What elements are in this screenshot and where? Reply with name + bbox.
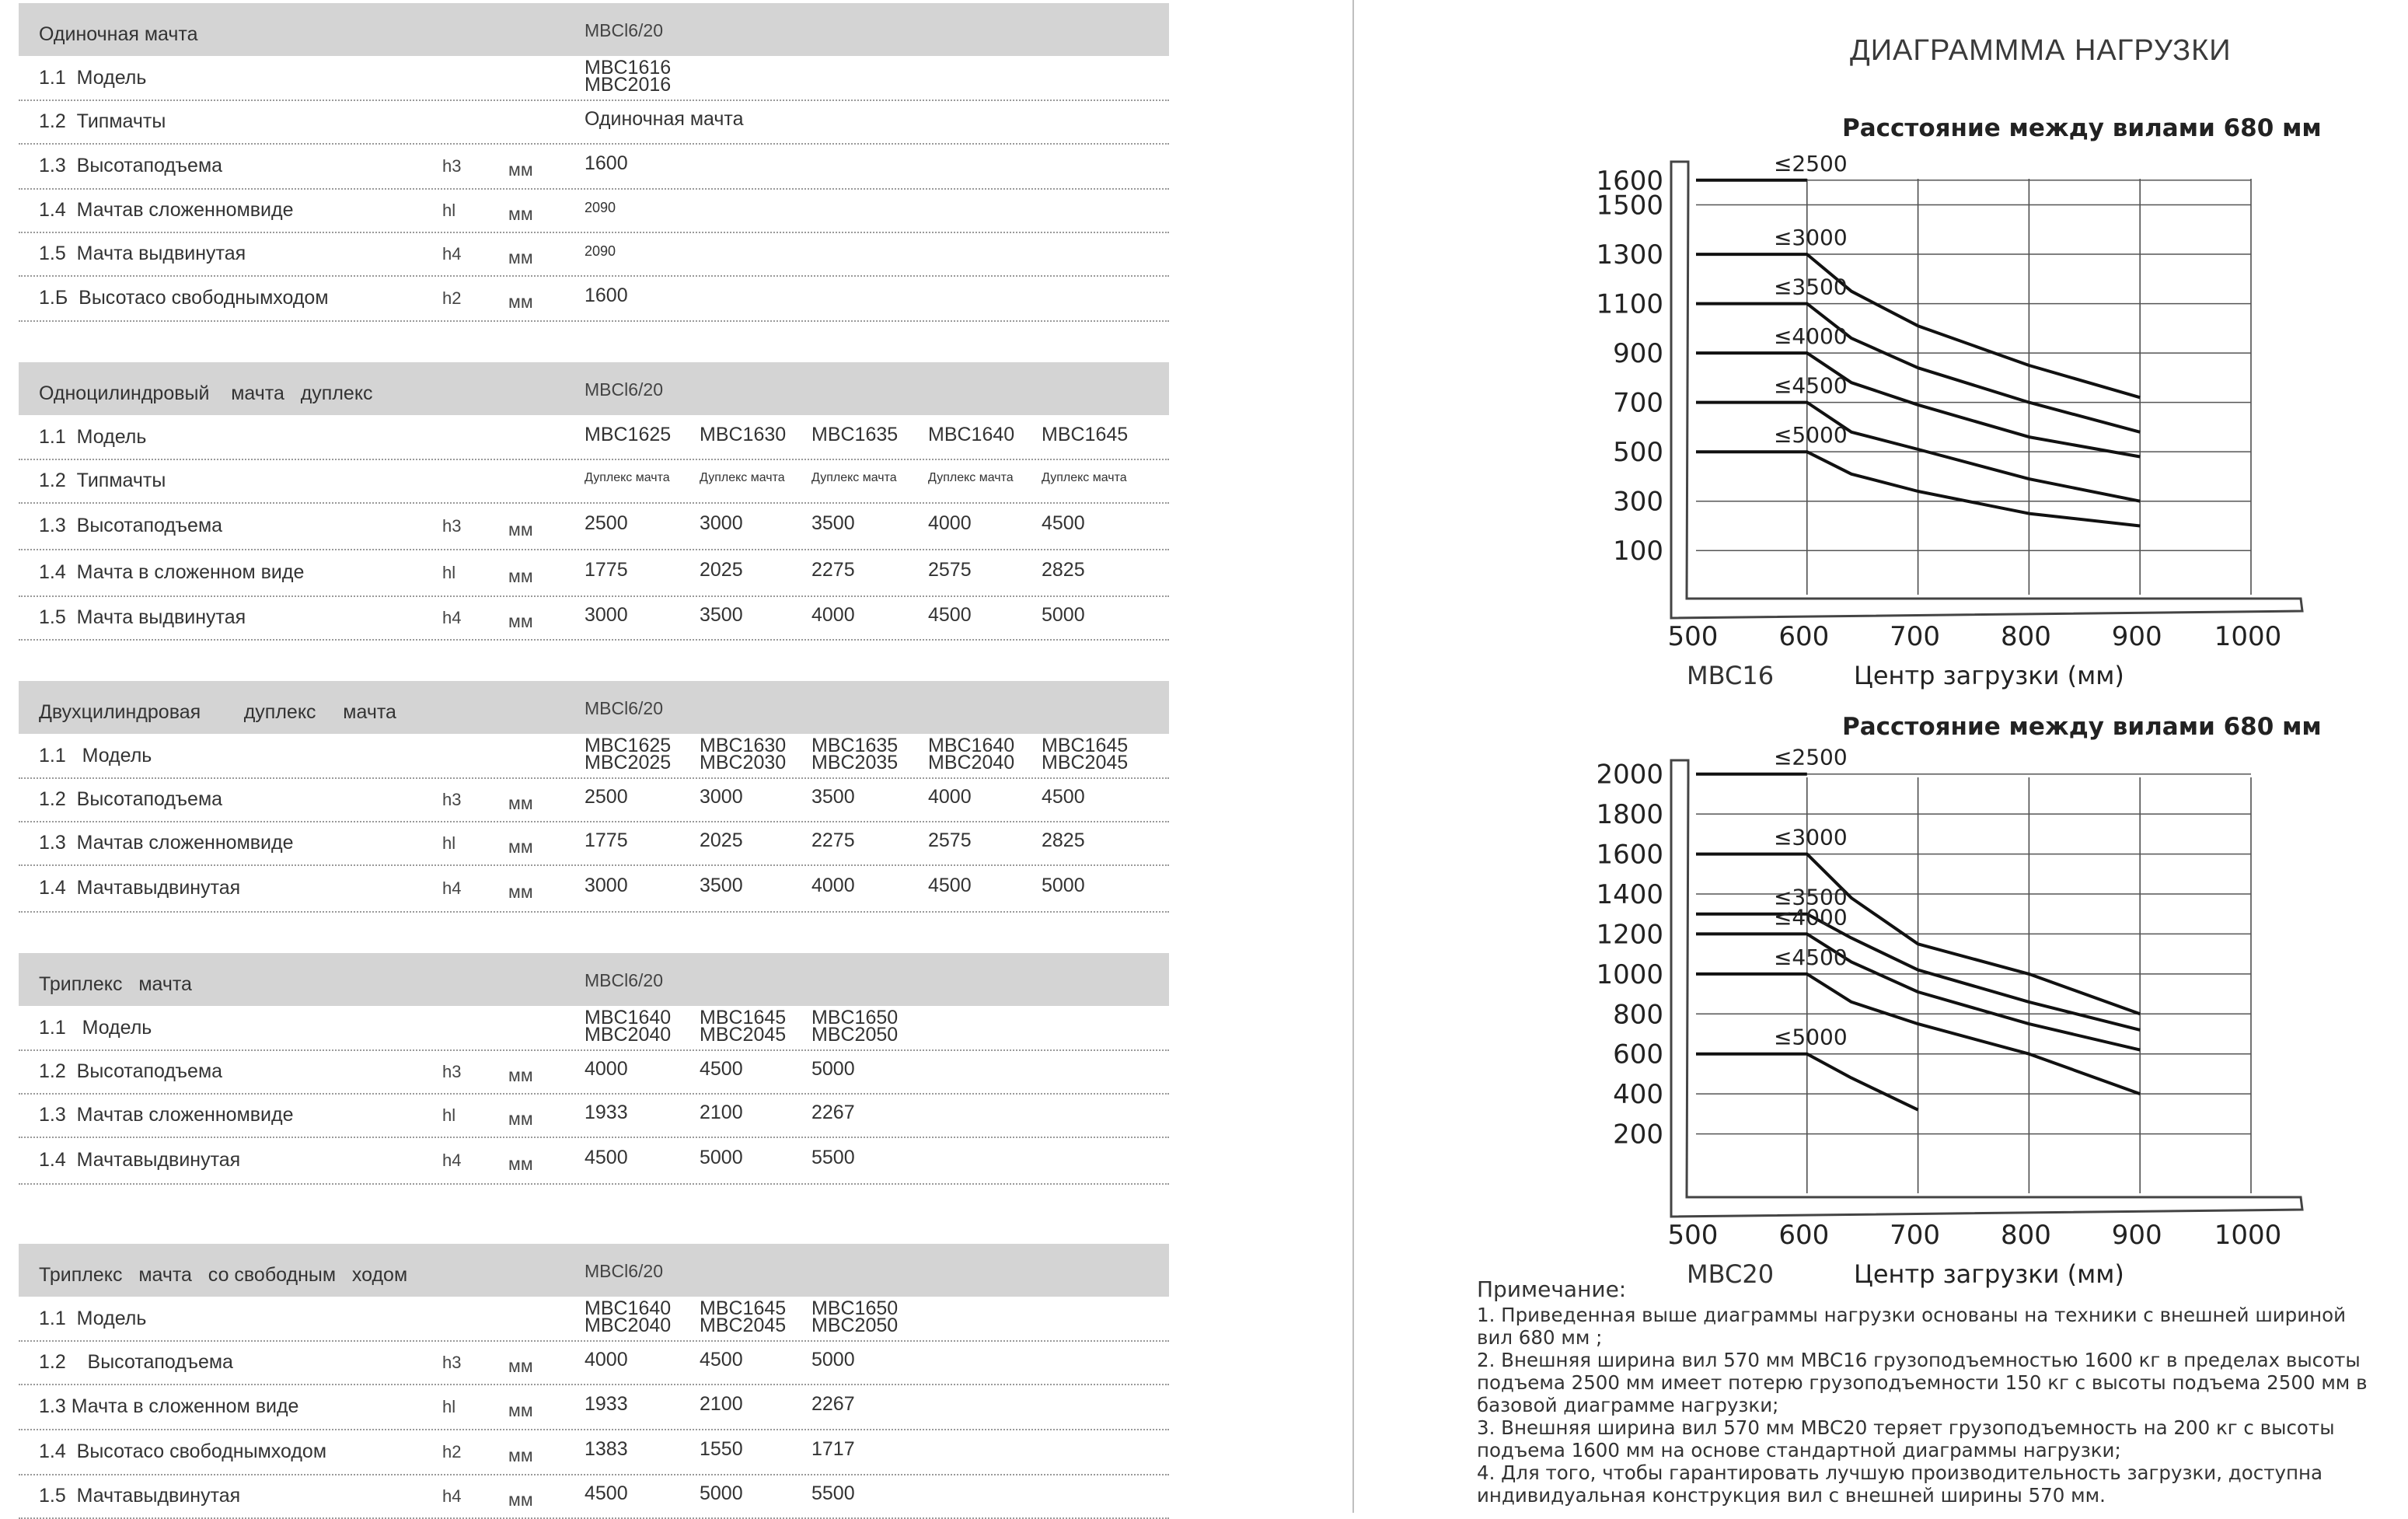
series-label: ≤5000 [1773, 422, 1848, 449]
table-row [19, 56, 1169, 101]
row-value: 4500 [928, 875, 972, 896]
row-label: 1.4 Высотасо свободнымходом [39, 1440, 327, 1462]
table-row [19, 188, 1169, 233]
row-value: 1550 [700, 1438, 743, 1460]
table-row [19, 549, 1169, 597]
x-tick-label: 500 [1667, 1220, 1719, 1251]
row-label: 1.3 Мачтав сложенномвиде [39, 1104, 294, 1126]
row-label: 1.3 Мачта в сложенном виде [39, 1395, 299, 1417]
y-tick-label: 700 [1613, 387, 1663, 419]
row-label: 1.5 Мачта выдвинутая [39, 606, 246, 628]
y-tick-label: 600 [1613, 1039, 1663, 1070]
x-tick-label: 900 [2111, 1220, 2162, 1251]
row-value: Дуплекс мачта [811, 471, 897, 484]
y-tick-label: 1400 [1596, 879, 1663, 910]
row-value: 2090 [585, 243, 616, 259]
y-tick-label: 1600 [1596, 165, 1663, 197]
table-row [19, 275, 1169, 322]
row-value: 2275 [811, 559, 855, 581]
row-unit: мм [508, 1445, 533, 1465]
series-label: ≤4000 [1773, 904, 1848, 931]
x-axis-label: Центр загрузки (мм) [1854, 1259, 2124, 1289]
row-value: MBC1640 [928, 424, 1015, 445]
row-unit: мм [508, 1109, 533, 1129]
section-series: MBCl6/20 [585, 20, 663, 40]
row-symbol: h2 [442, 1442, 462, 1461]
row-label: 1.2 Высотаподъема [39, 1351, 233, 1373]
note-line: подъема 1600 мм на основе стандартной диаграммы нагрузки; [1477, 1439, 2121, 1461]
row-value: MBC1650 MBC2050 [811, 1007, 899, 1046]
table-row [19, 1297, 1169, 1342]
row-symbol: h3 [442, 516, 462, 536]
row-value: 5000 [811, 1058, 855, 1080]
row-unit: мм [508, 1489, 533, 1510]
row-symbol: h4 [442, 608, 462, 627]
y-tick-label: 1000 [1596, 959, 1663, 990]
series-label: ≤4500 [1773, 372, 1848, 399]
row-label: 1.2 Высотаподъема [39, 1060, 223, 1082]
row-value: MBC1640 MBC2040 [585, 1297, 672, 1336]
series-label: ≤3000 [1773, 225, 1848, 251]
note-line: индивидуальная конструкция вил с внешней ширины 570 мм. [1477, 1484, 2106, 1507]
page-divider [1352, 0, 1354, 1513]
row-label: 1.Б Высотасо свободнымходом [39, 287, 329, 309]
section-title: Одноцилиндровый мачта дуплекс [39, 382, 373, 404]
row-label: 1.1 Модель [39, 1308, 147, 1329]
row-unit: мм [508, 566, 533, 586]
row-value: 4500 [585, 1147, 628, 1168]
row-label: 1.1 Модель [39, 1017, 152, 1039]
chart-model: MBC20 [1687, 1259, 1775, 1289]
table-row [19, 595, 1169, 641]
row-label: 1.3 Высотаподъема [39, 515, 223, 536]
row-label: 1.1 Модель [39, 745, 152, 766]
row-symbol: hl [442, 1397, 456, 1416]
row-value: 3500 [811, 786, 855, 808]
row-value: 3500 [700, 604, 743, 626]
note-line: базовой диаграмме нагрузки; [1477, 1394, 1779, 1416]
row-symbol: h4 [442, 1151, 462, 1170]
row-unit: мм [508, 159, 533, 180]
row-value: MBC1645 MBC2045 [700, 1297, 787, 1336]
row-value: 1933 [585, 1393, 628, 1415]
section-header [19, 3, 1169, 56]
table-row [19, 821, 1169, 866]
row-value: 1775 [585, 559, 628, 581]
row-symbol: h4 [442, 244, 462, 264]
row-unit: мм [508, 882, 533, 902]
section-header [19, 362, 1169, 415]
section-series: MBCl6/20 [585, 379, 663, 400]
row-symbol: hl [442, 1105, 456, 1125]
row-label: 1.1 Модель [39, 67, 147, 89]
row-value: 2267 [811, 1393, 855, 1415]
table-row [19, 143, 1169, 190]
series-label: ≤3000 [1773, 824, 1848, 850]
section-series: MBCl6/20 [585, 970, 663, 990]
row-label: 1.3 Высотаподъема [39, 155, 223, 176]
series-label: ≤2500 [1773, 744, 1848, 770]
row-value: 2025 [700, 829, 743, 851]
table-row [19, 1384, 1169, 1430]
x-tick-label: 900 [2111, 621, 2162, 652]
y-tick-label: 1300 [1596, 239, 1663, 271]
row-symbol: hl [442, 833, 456, 853]
row-value: Одиночная мачта [585, 108, 744, 130]
row-value: 4000 [928, 512, 972, 534]
table-row [19, 1429, 1169, 1475]
row-label: 1.1 Модель [39, 426, 147, 448]
table-row [19, 502, 1169, 550]
y-tick-label: 200 [1613, 1119, 1663, 1151]
row-label: 1.2 Высотаподъема [39, 788, 223, 810]
note-line: 3. Внешняя ширина вил 570 мм MBC20 теряет грузоподъемность на 200 кг с высоты [1477, 1416, 2335, 1439]
row-value: 5000 [700, 1482, 743, 1504]
row-value: 5000 [1042, 604, 1085, 626]
row-value: MBC1616 MBC2016 [585, 57, 672, 96]
row-symbol: h3 [442, 1353, 462, 1372]
note-line: вил 680 мм ; [1477, 1326, 1603, 1349]
row-value: 3000 [585, 875, 628, 896]
row-label: 1.4 Мачтавыдвинутая [39, 1149, 241, 1171]
row-unit: мм [508, 793, 533, 813]
row-value: MBC1630 [700, 424, 787, 445]
notes-heading: Примечание: [1477, 1276, 1627, 1302]
row-symbol: h4 [442, 878, 462, 898]
row-value: MBC1645 [1042, 424, 1129, 445]
row-value: MBC1635 MBC2035 [811, 735, 899, 773]
row-value: 4500 [1042, 512, 1085, 534]
row-symbol: hl [442, 201, 456, 220]
chart-model: MBC16 [1687, 661, 1775, 690]
series-label: ≤4000 [1773, 323, 1848, 350]
row-value: 5500 [811, 1482, 855, 1504]
y-tick-label: 300 [1613, 486, 1663, 518]
series-label: ≤4500 [1773, 944, 1848, 970]
section-title: Триплекс мачта со свободным ходом [39, 1264, 408, 1286]
y-tick-label: 500 [1613, 437, 1663, 469]
row-unit: мм [508, 1400, 533, 1420]
row-value: 2500 [585, 512, 628, 534]
row-label: 1.4 Мачтав сложенномвиде [39, 199, 294, 221]
row-value: 2090 [585, 200, 616, 215]
series-label: ≤5000 [1773, 1024, 1848, 1050]
row-value: MBC1645 MBC2045 [1042, 735, 1129, 773]
chart-title: Расстояние между вилами 680 мм [1842, 713, 2322, 741]
table-row [19, 1137, 1169, 1185]
x-tick-label: 600 [1778, 1220, 1830, 1251]
row-value: 2267 [811, 1102, 855, 1123]
y-tick-label: 1800 [1596, 799, 1663, 831]
section-header [19, 1244, 1169, 1297]
row-value: 4500 [700, 1349, 743, 1371]
row-value: 4500 [585, 1482, 628, 1504]
section-header [19, 953, 1169, 1006]
row-value: 2825 [1042, 829, 1085, 851]
row-unit: мм [508, 1065, 533, 1085]
row-label: 1.2 Типмачты [39, 470, 166, 491]
row-value: 2825 [1042, 559, 1085, 581]
y-tick-label: 2000 [1596, 759, 1663, 791]
row-value: 2575 [928, 559, 972, 581]
y-tick-label: 1200 [1596, 919, 1663, 951]
section-title: Двухцилиндровая дуплекс мачта [39, 701, 396, 723]
row-label: 1.4 Мачта в сложенном виде [39, 561, 305, 583]
x-tick-label: 600 [1778, 621, 1830, 652]
section-series: MBCl6/20 [585, 698, 663, 718]
row-value: Дуплекс мачта [585, 471, 670, 484]
row-symbol: h2 [442, 288, 462, 308]
y-tick-label: 800 [1613, 999, 1663, 1031]
row-symbol: h3 [442, 156, 462, 176]
row-value: 1717 [811, 1438, 855, 1460]
row-unit: мм [508, 204, 533, 224]
table-row [19, 777, 1169, 822]
row-value: 3500 [700, 875, 743, 896]
row-value: 2100 [700, 1393, 743, 1415]
table-row [19, 1093, 1169, 1138]
row-label: 1.3 Мачтав сложенномвиде [39, 832, 294, 854]
row-label: 1.5 Мачтавыдвинутая [39, 1485, 241, 1507]
note-line: подъема 2500 мм имеет потерю грузоподъемности 150 кг с высоты подъема 2500 мм в [1477, 1371, 2368, 1394]
row-value: MBC1625 MBC2025 [585, 735, 672, 773]
row-value: 3000 [585, 604, 628, 626]
note-line: 1. Приведенная выше диаграммы нагрузки основаны на техники с внешней шириной [1477, 1304, 2347, 1326]
table-row [19, 1474, 1169, 1519]
row-value: 4500 [1042, 786, 1085, 808]
row-value: 1600 [585, 152, 628, 174]
note-line: 4. Для того, чтобы гарантировать лучшую производительность загрузки, доступна [1477, 1461, 2323, 1484]
row-value: MBC1650 MBC2050 [811, 1297, 899, 1336]
y-tick-label: 900 [1613, 338, 1663, 370]
y-tick-label: 400 [1613, 1079, 1663, 1111]
x-tick-label: 800 [2000, 621, 2051, 652]
row-symbol: h3 [442, 790, 462, 809]
row-unit: мм [508, 836, 533, 857]
series-label: ≤3500 [1773, 274, 1848, 300]
section-header [19, 681, 1169, 734]
table-row [19, 864, 1169, 913]
row-value: MBC1645 MBC2045 [700, 1007, 787, 1046]
series-label: ≤2500 [1773, 150, 1848, 176]
load-chart-mbc16 [1555, 101, 2332, 690]
y-tick-label: 100 [1613, 536, 1663, 567]
y-tick-label: 1600 [1596, 839, 1663, 871]
row-value: Дуплекс мачта [700, 471, 785, 484]
row-symbol: hl [442, 563, 456, 582]
section-series: MBCl6/20 [585, 1261, 663, 1281]
row-label: 1.2 Типмачты [39, 110, 166, 132]
row-unit: мм [508, 519, 533, 540]
row-value: 4000 [811, 875, 855, 896]
x-tick-label: 500 [1667, 621, 1719, 652]
notes-lines [1477, 1304, 2394, 1507]
row-unit: мм [508, 292, 533, 312]
y-tick-label: 1500 [1596, 190, 1663, 222]
row-value: 2025 [700, 559, 743, 581]
row-value: 5500 [811, 1147, 855, 1168]
row-value: 5000 [700, 1147, 743, 1168]
table-row [19, 459, 1169, 504]
row-value: 4000 [928, 786, 972, 808]
x-tick-label: 700 [1890, 621, 1941, 652]
table-row [19, 1006, 1169, 1051]
row-value: Дуплекс мачта [928, 471, 1014, 484]
section-title: Триплекс мачта [39, 973, 192, 995]
row-value: 4000 [811, 604, 855, 626]
x-axis-label: Центр загрузки (мм) [1854, 661, 2124, 690]
table-row [19, 734, 1169, 779]
row-symbol: h3 [442, 1062, 462, 1081]
y-tick-label: 1100 [1596, 288, 1663, 320]
series-label: ≤3500 [1773, 884, 1848, 910]
row-value: Дуплекс мачта [1042, 471, 1127, 484]
table-row [19, 415, 1169, 460]
row-value: 1383 [585, 1438, 628, 1460]
row-unit: мм [508, 247, 533, 267]
row-value: 2500 [585, 786, 628, 808]
row-value: MBC1640 MBC2040 [928, 735, 1015, 773]
row-value: 2275 [811, 829, 855, 851]
row-value: 4500 [928, 604, 972, 626]
row-value: 5000 [811, 1349, 855, 1371]
x-tick-label: 1000 [2214, 621, 2282, 652]
row-unit: мм [508, 1154, 533, 1174]
row-value: 5000 [1042, 875, 1085, 896]
row-value: MBC1625 [585, 424, 672, 445]
row-unit: мм [508, 611, 533, 631]
section-title: Одиночная мачта [39, 23, 198, 45]
table-row [19, 100, 1169, 145]
row-value: 4000 [585, 1349, 628, 1371]
row-label: 1.5 Мачта выдвинутая [39, 243, 246, 264]
row-value: 1775 [585, 829, 628, 851]
row-value: 2575 [928, 829, 972, 851]
row-value: 2100 [700, 1102, 743, 1123]
row-value: 1933 [585, 1102, 628, 1123]
table-row [19, 1340, 1169, 1385]
row-unit: мм [508, 1356, 533, 1376]
row-symbol: h4 [442, 1486, 462, 1506]
table-row [19, 1049, 1169, 1095]
row-value: 4500 [700, 1058, 743, 1080]
row-value: 1600 [585, 285, 628, 306]
x-tick-label: 800 [2000, 1220, 2051, 1251]
row-value: MBC1630 MBC2030 [700, 735, 787, 773]
row-value: 3500 [811, 512, 855, 534]
row-value: MBC1640 MBC2040 [585, 1007, 672, 1046]
x-tick-label: 700 [1890, 1220, 1941, 1251]
row-value: 4000 [585, 1058, 628, 1080]
row-value: MBC1635 [811, 424, 899, 445]
notes-block [1477, 1276, 2394, 1507]
note-line: 2. Внешняя ширина вил 570 мм MBC16 грузоподъемностью 1600 кг в пределах высоты [1477, 1349, 2361, 1371]
row-value: 3000 [700, 512, 743, 534]
row-value: 3000 [700, 786, 743, 808]
table-row [19, 232, 1169, 277]
row-label: 1.4 Мачтавыдвинутая [39, 877, 241, 899]
load-chart-mbc20 [1555, 700, 2332, 1289]
chart-title: Расстояние между вилами 680 мм [1842, 114, 2322, 142]
x-tick-label: 1000 [2214, 1220, 2282, 1251]
diagram-heading: ДИАГРАМММА НАГРУЗКИ [1850, 34, 2232, 67]
